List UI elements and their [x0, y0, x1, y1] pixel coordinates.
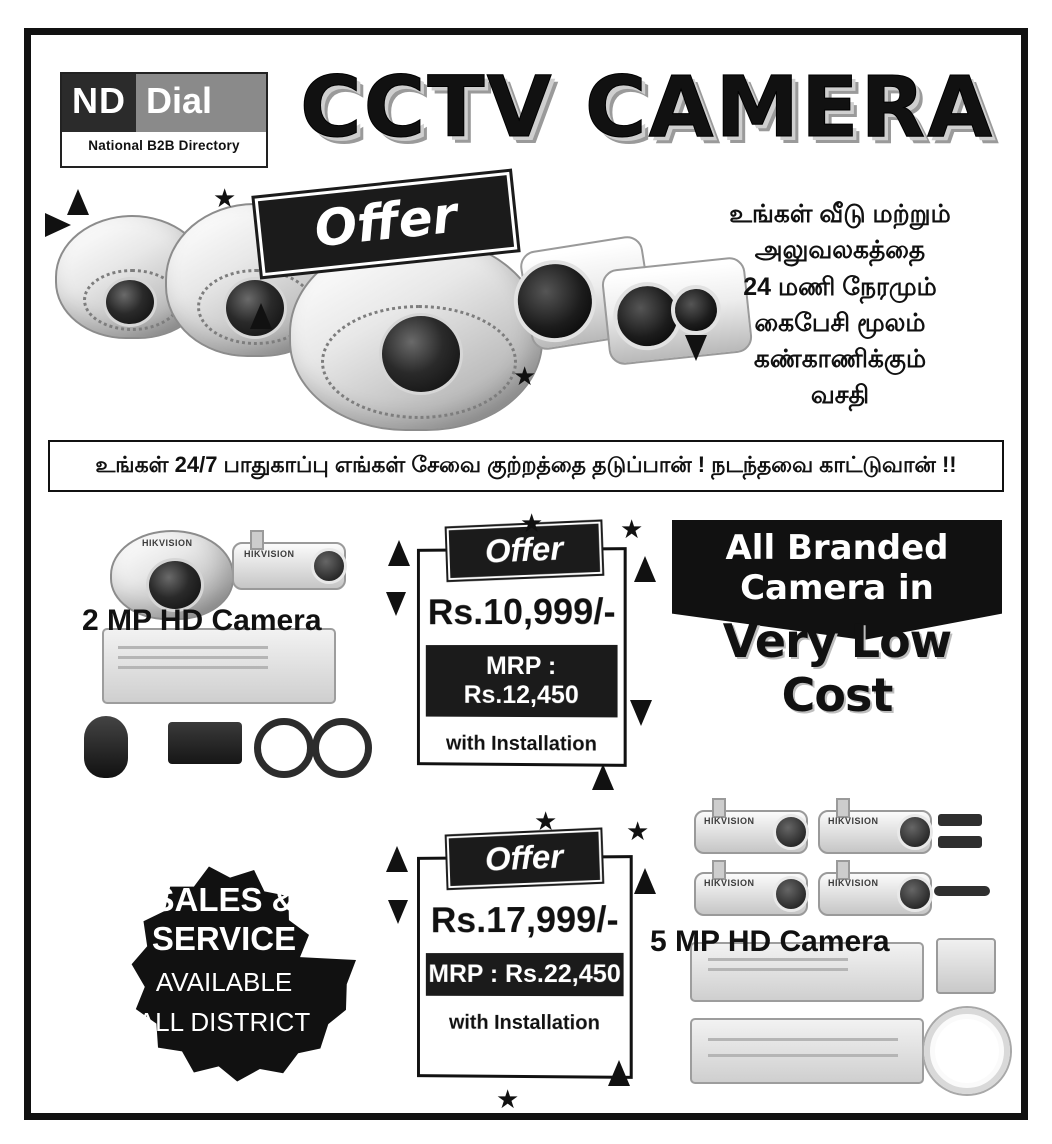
spark-decor-2: [67, 189, 89, 215]
kit2-mouse-icon: [84, 716, 128, 778]
tamil-line-2: அலுவலகத்தை: [754, 236, 926, 265]
spark-decor-8: [634, 556, 656, 582]
logo-tagline: National B2B Directory: [88, 138, 240, 153]
tagline-banner: உங்கள் 24/7 பாதுகாப்பு எங்கள் சேவை குற்றத்தை தடுப்பான் ! நடந்தவை காட்டுவான் !!: [48, 440, 1004, 492]
spark-decor-1: [45, 213, 71, 237]
product-label-5mp: 5 MP HD Camera: [650, 925, 890, 958]
tamil-line-5: கண்காணிக்கும்: [753, 345, 927, 373]
spark-decor-10: [592, 764, 614, 790]
badge-line-3: AVAILABLE: [155, 967, 293, 998]
kit5-bnc-connector-1-icon: [938, 814, 982, 826]
spark-decor-13: [634, 868, 656, 894]
spark-decor-7: [386, 592, 406, 616]
kit2-cable-coil-1-icon: [254, 718, 314, 778]
star-decor-4: ★: [620, 514, 644, 544]
kit5-dc-connector-icon: [934, 886, 990, 896]
kit2-dvr-icon: [102, 628, 336, 704]
price-card-5mp: [417, 837, 633, 1079]
logo-dial-text: Dial: [136, 74, 266, 132]
product-kit-2mp: [62, 516, 382, 786]
kit5-cable-roll-icon: [924, 1008, 1010, 1094]
star-decor-7: ★: [496, 1084, 520, 1114]
spark-decor-9: [630, 700, 652, 726]
spark-decor-14: [608, 1060, 630, 1086]
offer-tag-2mp: Offer: [447, 522, 603, 581]
kit2-cable-coil-2-icon: [312, 718, 372, 778]
logo-nd-text: ND: [62, 74, 136, 132]
badge-line-2: SERVICE: [151, 920, 297, 958]
spark-decor-11: [386, 846, 408, 872]
price-install-note-5mp: with Installation: [448, 1011, 600, 1035]
kit5-bullet-camera-4-icon: HIKVISION: [818, 872, 932, 916]
kit2-bullet-camera-icon: HIKVISION: [232, 542, 346, 590]
branded-line-3: Very Low Cost: [722, 614, 952, 722]
price-value-5mp: Rs.17,999/-: [430, 898, 619, 941]
branded-banner: [672, 520, 1002, 720]
kit5-dvr-rear-icon: [690, 1018, 924, 1084]
nddial-logo: [60, 72, 268, 168]
branded-line-2: Camera in: [740, 568, 934, 608]
price-install-note-2mp: with Installation: [445, 732, 597, 756]
tamil-line-3: 24 மணி நேரமும்: [743, 272, 937, 301]
offer-tag-5mp: Offer: [447, 830, 603, 889]
tamil-feature-text: [690, 196, 990, 414]
kit2-dome-camera-icon: HIKVISION: [110, 530, 234, 620]
star-decor-1: ★: [213, 183, 237, 213]
star-decor-3: ★: [520, 508, 544, 538]
sales-service-badge: [92, 828, 356, 1092]
kit5-bullet-camera-3-icon: HIKVISION: [694, 872, 808, 916]
tamil-line-4: கைபேசி மூலம்: [754, 308, 926, 337]
star-decor-2: ★: [513, 361, 537, 391]
branded-line-1: All Branded: [725, 528, 949, 568]
price-mrp-5mp: MRP : Rs.22,450: [426, 953, 624, 996]
badge-line-4: ALL DISTRICT: [137, 1006, 311, 1037]
page-title: CCTV CAMERA: [300, 58, 995, 156]
kit5-power-supply-icon: [936, 938, 996, 994]
star-decor-6: ★: [626, 816, 650, 846]
spark-decor-12: [388, 900, 408, 924]
spark-decor-6: [388, 540, 410, 566]
badge-text: [92, 828, 356, 1092]
star-decor-5: ★: [534, 806, 558, 836]
product-label-2mp: 2 MP HD Camera: [82, 604, 322, 637]
kit5-bullet-camera-2-icon: HIKVISION: [818, 810, 932, 854]
badge-line-1: SALES &: [152, 881, 296, 919]
tamil-line-1: உங்கள் வீடு மற்றும்: [729, 200, 951, 228]
price-card-2mp: [417, 529, 627, 767]
logo-wordmark: [62, 74, 266, 132]
price-value-2mp: Rs.10,999/-: [427, 590, 616, 633]
kit2-power-adapter-icon: [168, 722, 242, 764]
kit5-bnc-connector-2-icon: [938, 836, 982, 848]
kit5-bullet-camera-1-icon: HIKVISION: [694, 810, 808, 854]
price-mrp-2mp: MRP : Rs.12,450: [426, 645, 618, 718]
spark-decor-3: [250, 303, 272, 329]
offer-ribbon-top: Offer: [255, 172, 518, 276]
tamil-line-6: வசதி: [810, 381, 870, 410]
